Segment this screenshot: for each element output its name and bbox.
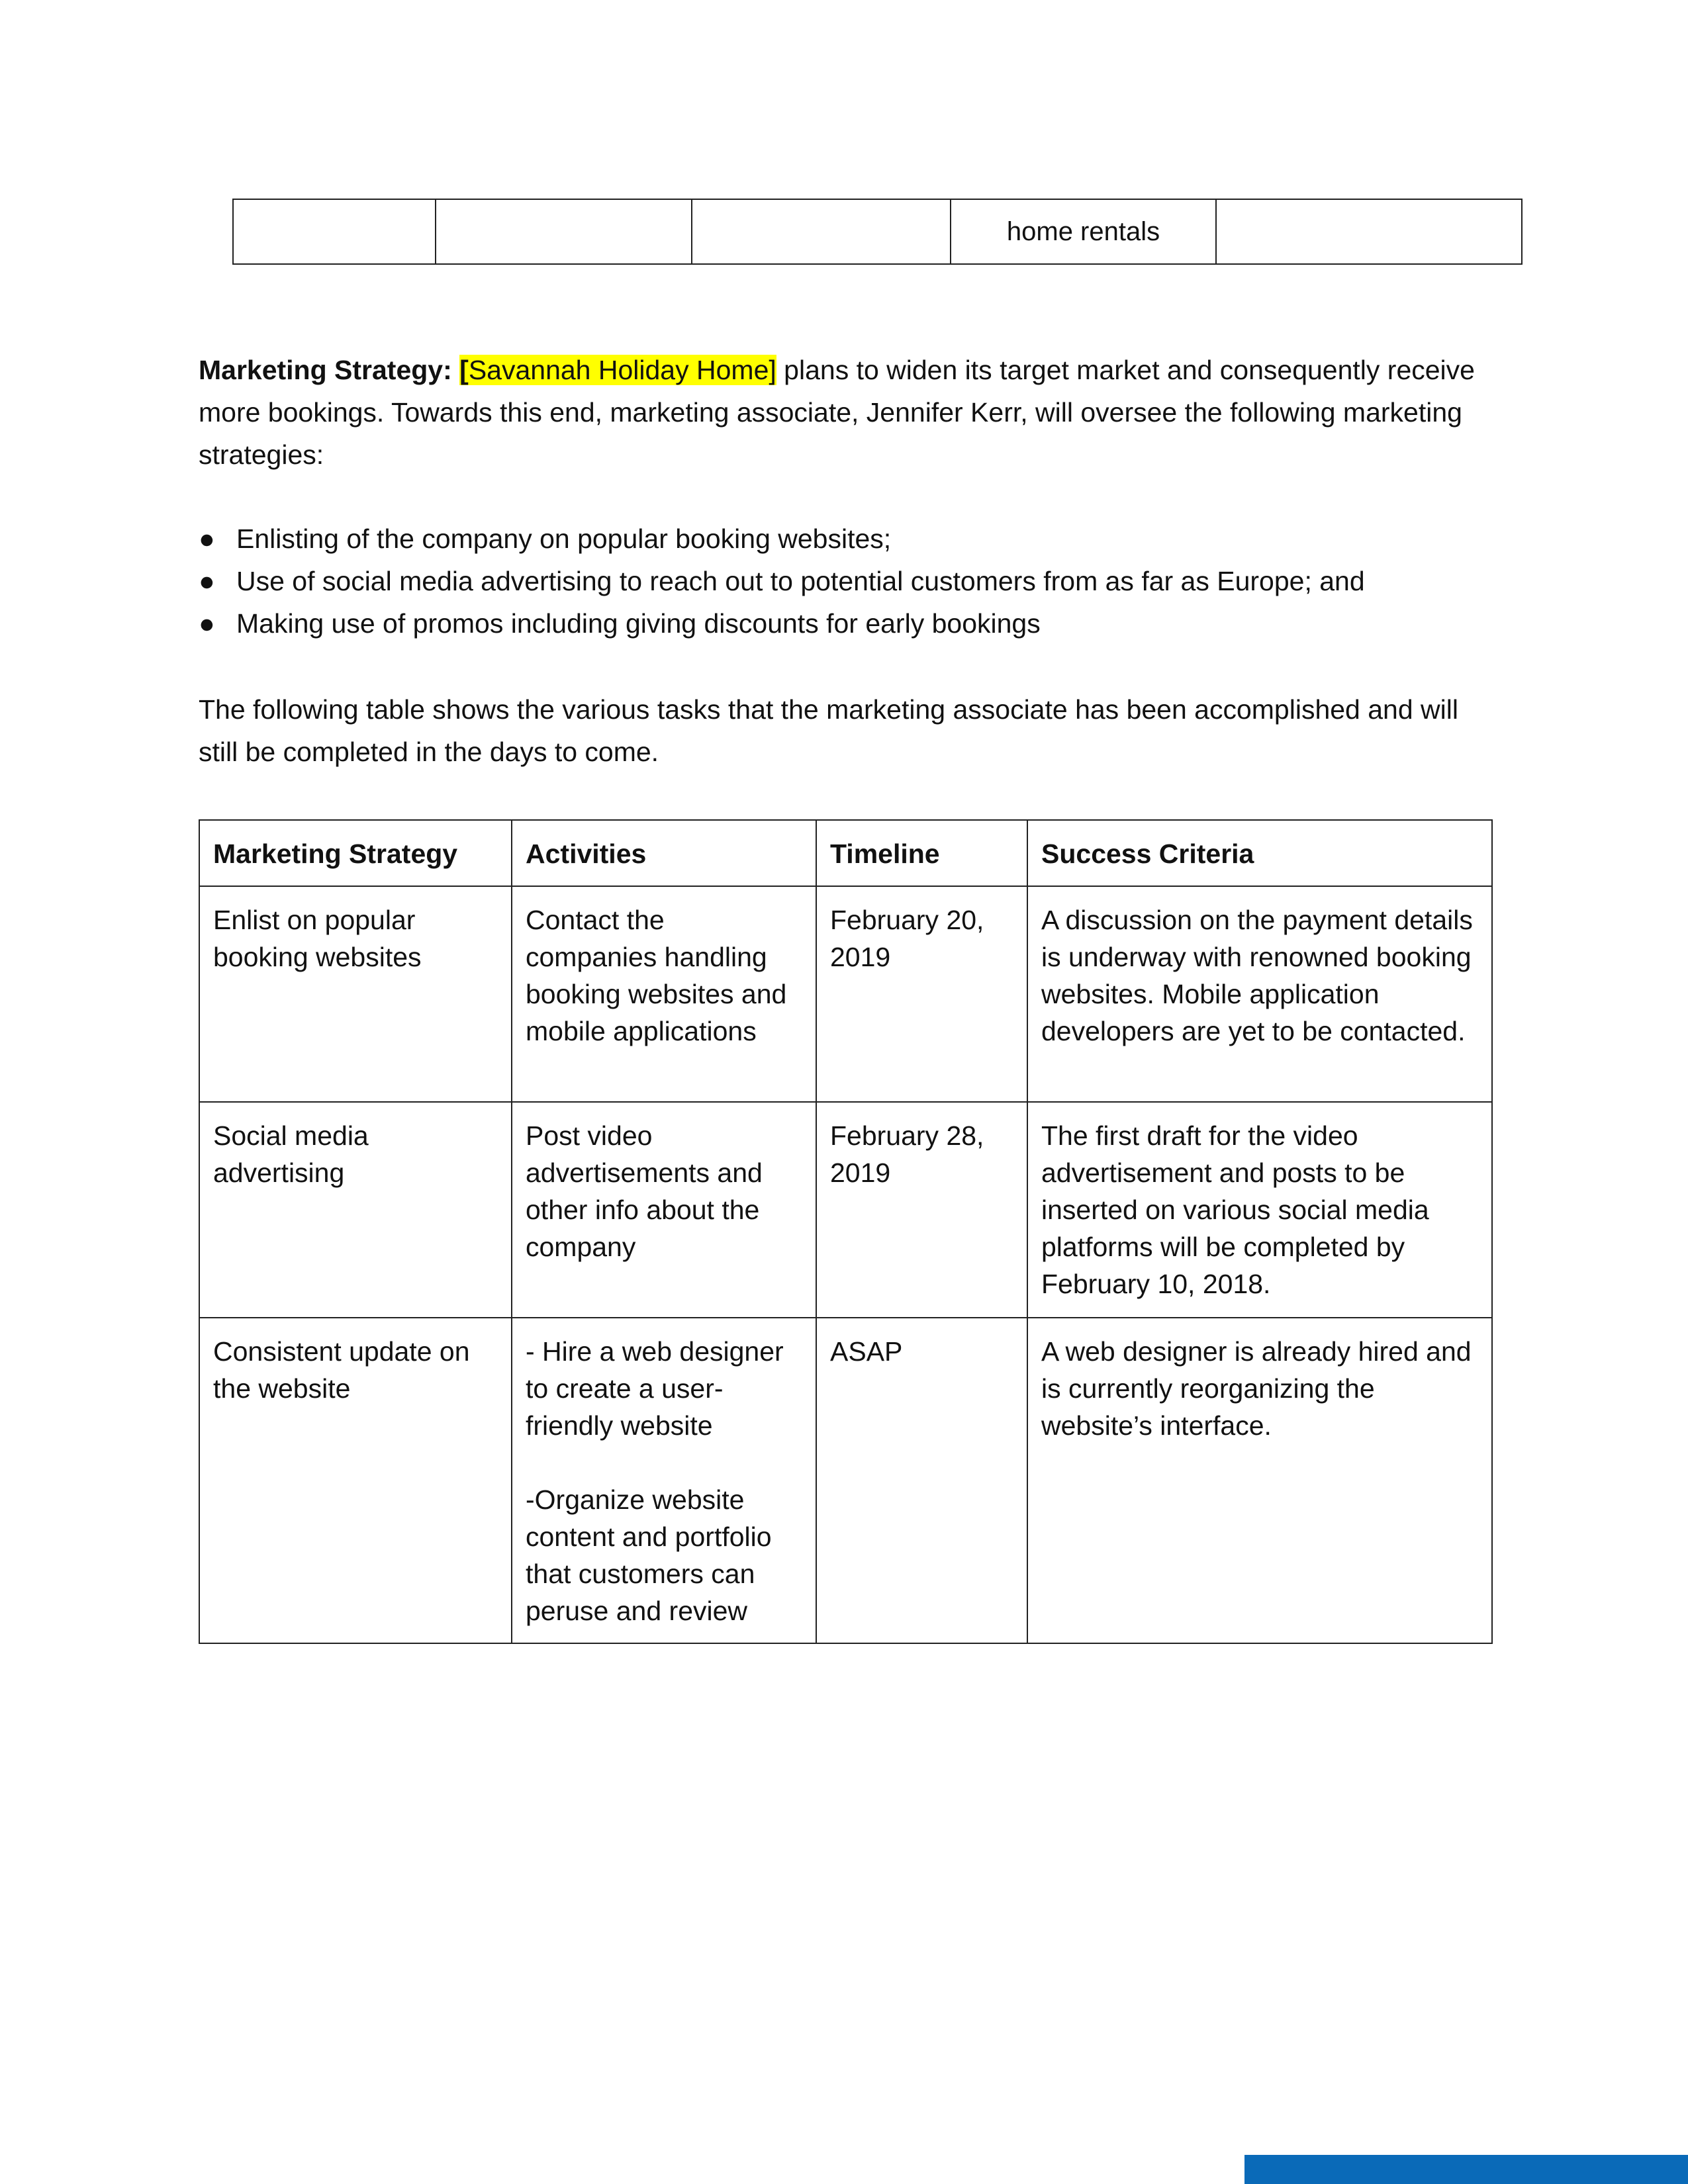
table-header-row	[199, 820, 1492, 886]
bullet-text: Enlisting of the company on popular booking websites;	[236, 523, 892, 554]
bracket-close: ]	[769, 355, 776, 385]
company-name: Savannah Holiday Home	[468, 355, 769, 385]
header-timeline: Timeline	[816, 820, 1027, 886]
footer-accent-bar	[1244, 2155, 1688, 2184]
continuation-cell: home rentals	[951, 199, 1216, 264]
bullet-icon: ●	[199, 566, 215, 596]
timeline-cell: February 28, 2019	[816, 1102, 1027, 1318]
header-marketing-strategy: Marketing Strategy	[199, 820, 512, 886]
marketing-strategy-text: plans to widen its target market and consequently receive more bookings. Towards this end, marketing associate, Jennifer Kerr, will oversee the following marketing strategies:	[199, 355, 1475, 470]
table-row	[199, 1318, 1492, 1643]
list-item	[199, 560, 1496, 602]
activity-text: Contact the companies handling booking websites and mobile applications	[526, 905, 794, 1046]
marketing-strategy-label: Marketing Strategy:	[199, 355, 452, 385]
bullet-text: Use of social media advertising to reach out to potential customers from as far as Europe; and	[236, 566, 1365, 596]
header-activities: Activities	[512, 820, 816, 886]
header-success-criteria: Success Criteria	[1027, 820, 1492, 886]
continuation-cell	[436, 199, 692, 264]
timeline-cell: ASAP	[816, 1318, 1027, 1643]
strategy-cell: Consistent update on the website	[199, 1318, 512, 1643]
strategy-cell: Enlist on popular booking websites	[199, 886, 512, 1102]
continuation-cell	[1216, 199, 1522, 264]
continuation-cell	[233, 199, 436, 264]
table-row	[199, 886, 1492, 1102]
activities-cell	[512, 886, 816, 1102]
company-name-highlight	[459, 355, 776, 385]
bullet-icon: ●	[199, 608, 215, 639]
timeline-cell: February 20, 2019	[816, 886, 1027, 1102]
list-item	[199, 518, 1496, 560]
table-intro-paragraph: The following table shows the various tasks that the marketing associate has been accomplished and will still be completed in the days to come.	[199, 694, 1458, 767]
table-row	[199, 1102, 1492, 1318]
activity-text: -Organize website content and portfolio that customers can peruse and review	[526, 1484, 779, 1626]
activities-cell	[512, 1102, 816, 1318]
list-item	[199, 602, 1496, 645]
continuation-cell	[692, 199, 951, 264]
strategy-cell: Social media advertising	[199, 1102, 512, 1318]
bullet-icon: ●	[199, 523, 215, 554]
activity-spacer	[526, 1444, 802, 1481]
marketing-strategy-table	[199, 819, 1493, 1644]
activity-text: Post video advertisements and other info about the company	[526, 1120, 771, 1262]
continuation-table	[232, 199, 1523, 265]
activity-text: - Hire a web designer to create a user-friendly website	[526, 1336, 792, 1441]
criteria-cell: A discussion on the payment details is underway with renowned booking websites. Mobile application developers are yet to be contacted.	[1027, 886, 1492, 1102]
continuation-table-row	[233, 199, 1522, 264]
marketing-strategy-paragraph	[199, 349, 1496, 476]
bracket-open: [	[459, 355, 469, 385]
strategy-bullet-list	[199, 518, 1496, 645]
activities-cell	[512, 1318, 816, 1643]
criteria-cell: The first draft for the video advertisement and posts to be inserted on various social media platforms will be completed by February 10, 2018.	[1027, 1102, 1492, 1318]
bullet-text: Making use of promos including giving discounts for early bookings	[236, 608, 1041, 639]
criteria-cell: A web designer is already hired and is currently reorganizing the website’s interface.	[1027, 1318, 1492, 1643]
